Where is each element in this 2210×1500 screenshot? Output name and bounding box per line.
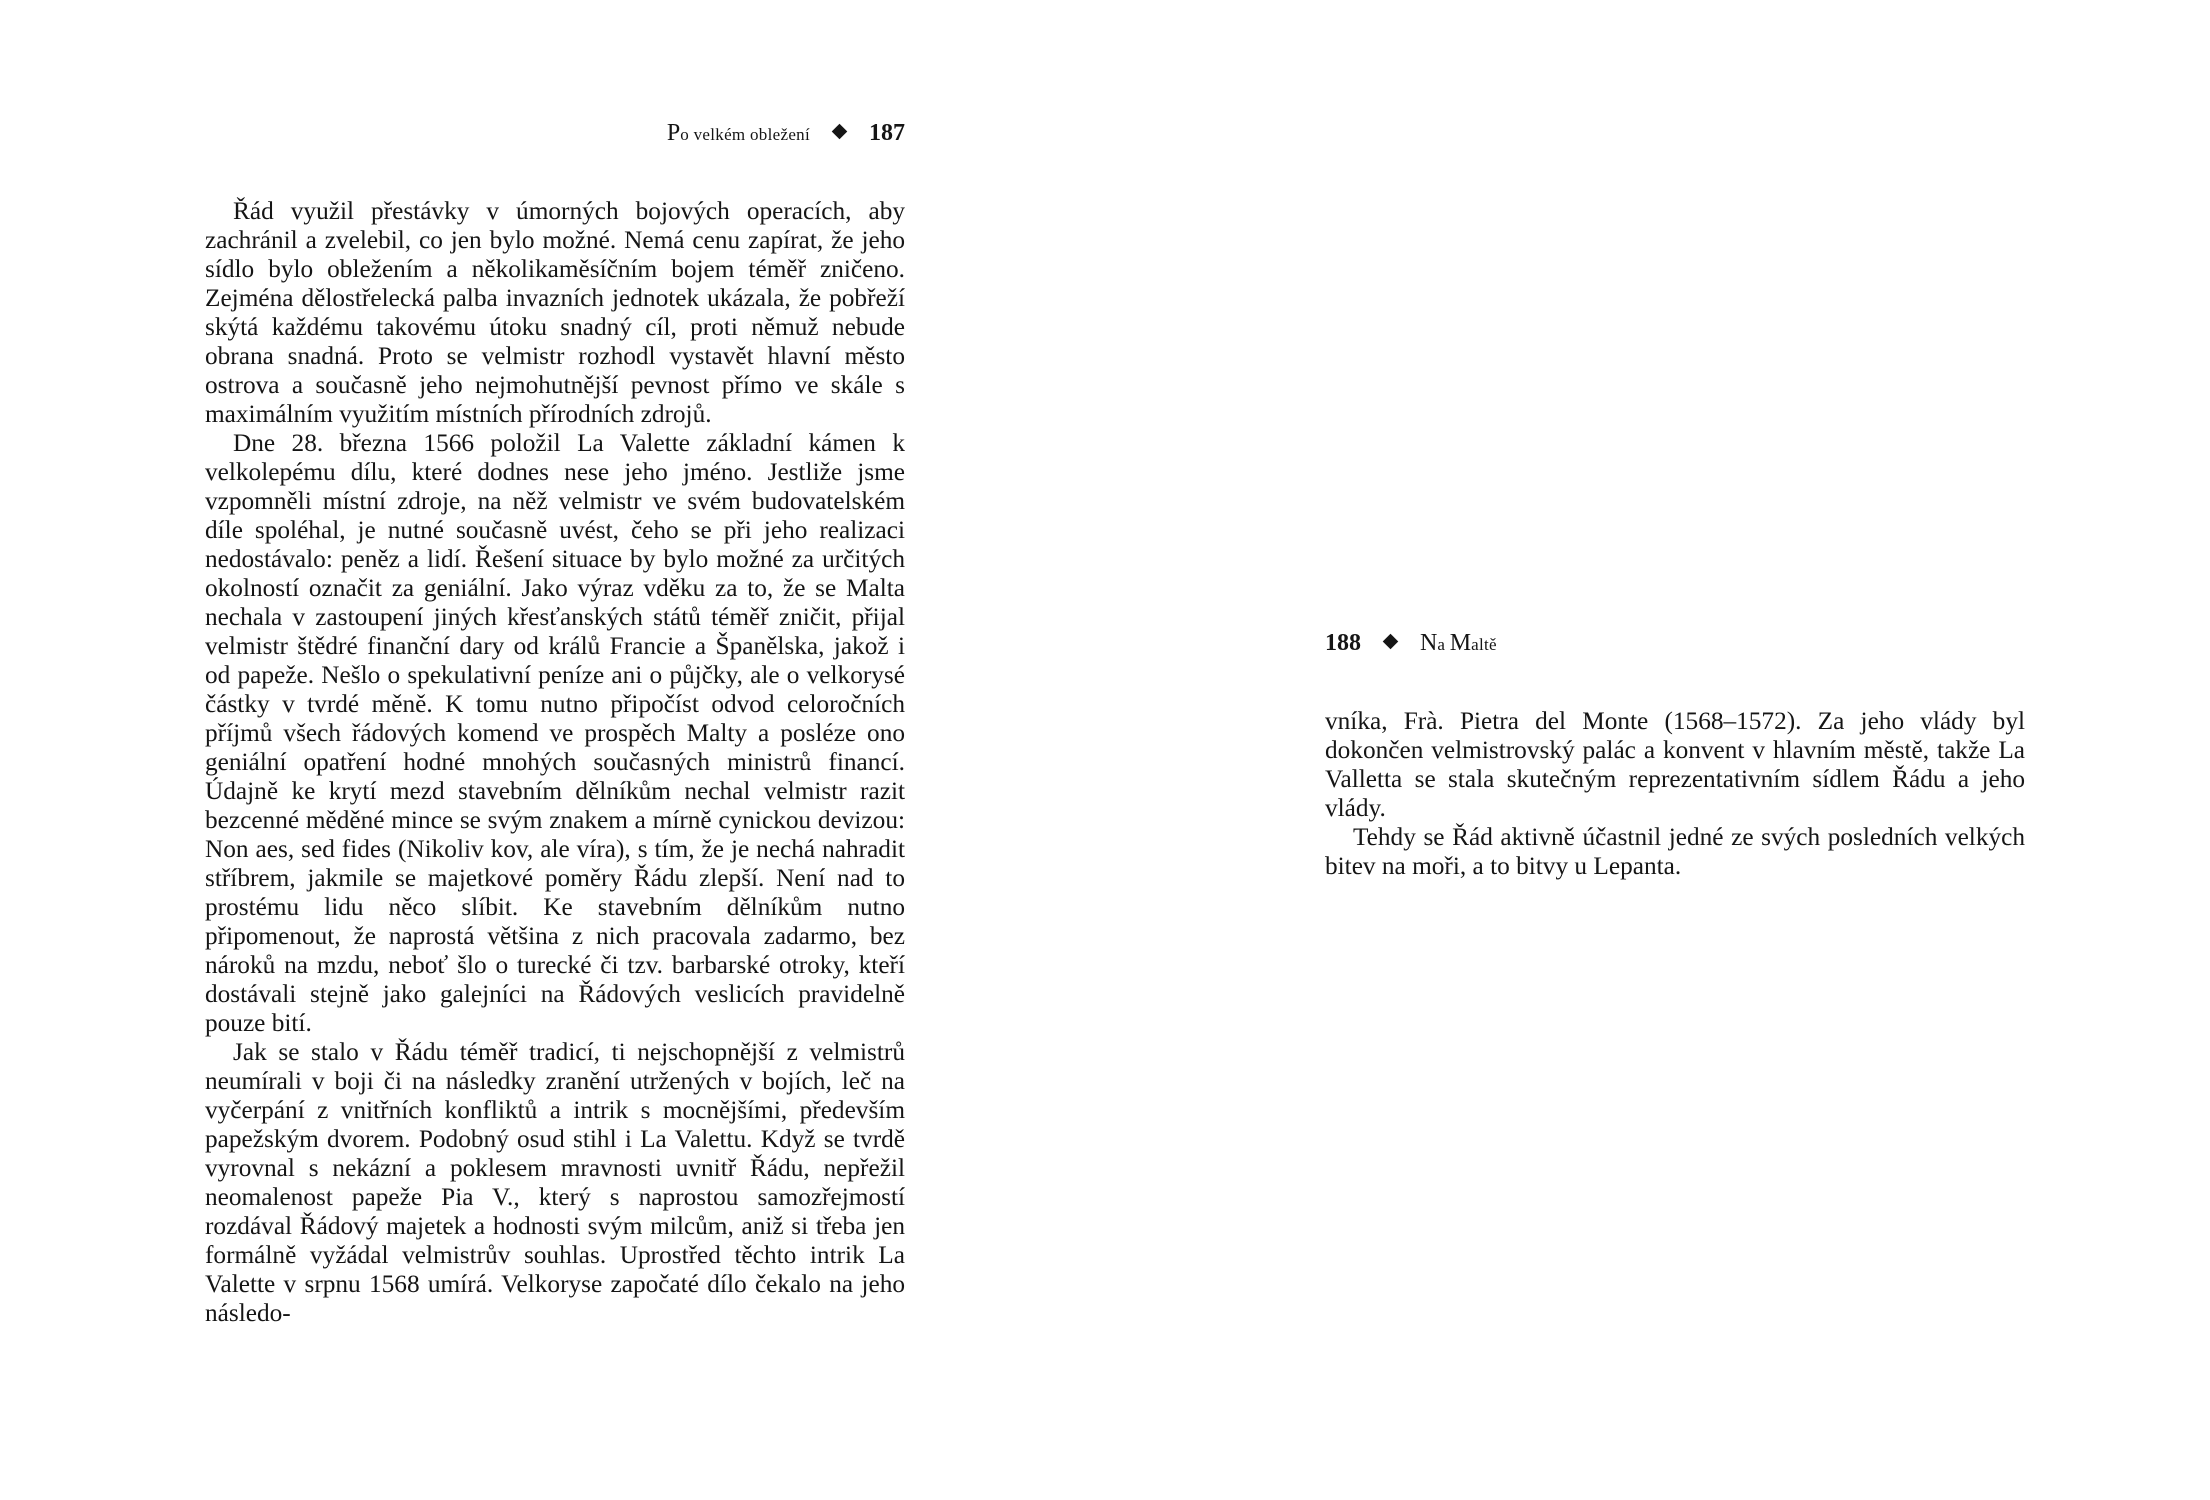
body-text-left [205,197,905,1328]
page-number: 187 [869,120,905,146]
paragraph: Řád využil přestávky v úmorných bojových operacích, aby zachránil a zvelebil, co jen bylo možné. Nemá cenu zapírat, že jeho sídlo bylo obležením a několikaměsíčním bojem téměř zničeno. Zejména dělostřelecká palba invazních jednotek ukázala, že pobřeží skýtá každému takovému útoku snadný cíl, proti němuž nebude obrana snadná. Proto se velmistr rozhodl vystavět hlavní město ostrova a současně jeho nejmohutnější pevnost přímo ve skále s maximálním využitím místních přírodních zdrojů. [205,197,905,428]
running-head-left [667,120,905,147]
diamond-ornament-icon [832,124,848,140]
paragraph: Dne 28. března 1566 položil La Valette základní kámen k velkolepému dílu, které dodnes nese jeho jméno. Jestliže jsme vzpomněli místní zdroje, na něž velmistr ve svém budovatelském díle spoléhal, je nutné současně uvést, čeho se při jeho realizaci nedostávalo: peněz a lidí. Řešení situace by bylo možné za určitých okolností označit za geniální. Jako výraz vděku za to, že se Malta nechala v zastoupení jiných křesťanských států téměř zničit, přijal velmistr štědré finanční dary od králů Francie a Španělska, jakož i od papeže. Nešlo o spekulativní peníze ani o půjčky, ale o velkorysé částky v tvrdé měně. K tomu nutno připočíst odvod celoročních příjmů všech řádových komend ve prospěch Malty a posléze ono geniální opatření hodné mnohých současných ministrů financí. Údajně ke krytí mezd stavebním dělníkům nechal velmistr razit bezcenné měděné mince se svým znakem a mírně cynickou devizou: Non aes, sed fides (Nikoliv kov, ale víra), s tím, že je nechá nahradit stříbrem, jakmile se majetkové poměry Řádu zlepší. Není nad to prostému lidu něco slíbit. Ke stavebním dělníkům nutno připomenout, že naprostá většina z nich pracovala zadarmo, bez nároků na mzdu, neboť šlo o turecké či tzv. barbarské otroky, kteří dostávali stejně jako galejníci na Řádových veslicích pravidelně pouze bití. [205,429,905,1037]
page-number: 188 [1325,630,1361,656]
diamond-ornament-icon [1383,634,1399,650]
paragraph: vníka, Frà. Pietra del Monte (1568–1572). Za jeho vlády byl dokončen velmistrovský palác a konvent v hlavním městě, takže La Valletta se stala skutečným reprezentativním sídlem Řádu a jeho vlády. [1325,707,2025,822]
running-head-right [1325,630,1497,657]
body-text-right [1325,707,2025,881]
part-title: Na Maltě [1420,630,1497,656]
chapter-title: Po velkém obležení [666,120,810,146]
paragraph: Jak se stalo v Řádu téměř tradicí, ti nejschopnější z velmistrů neumírali v boji či na následky zranění utržených v bojích, leč na vyčerpání z vnitřních konfliktů a intrik s mocnějšími, především papežským dvorem. Podobný osud stihl i La Valettu. Když se tvrdě vyrovnal s nekázní a poklesem mravnosti uvnitř Řádu, nepřežil neomalenost papeže Pia V., který s naprostou samozřejmostí rozdával Řádový majetek a hodnosti svým milcům, aniž si třeba jen formálně vyžádal velmistrův souhlas. Uprostřed těchto intrik La Valette v srpnu 1568 umírá. Velkoryse započaté dílo čekalo na jeho následo- [205,1038,905,1327]
paragraph: Tehdy se Řád aktivně účastnil jedné ze svých posledních velkých bitev na moři, a to bitvy u Lepanta. [1325,823,2025,880]
